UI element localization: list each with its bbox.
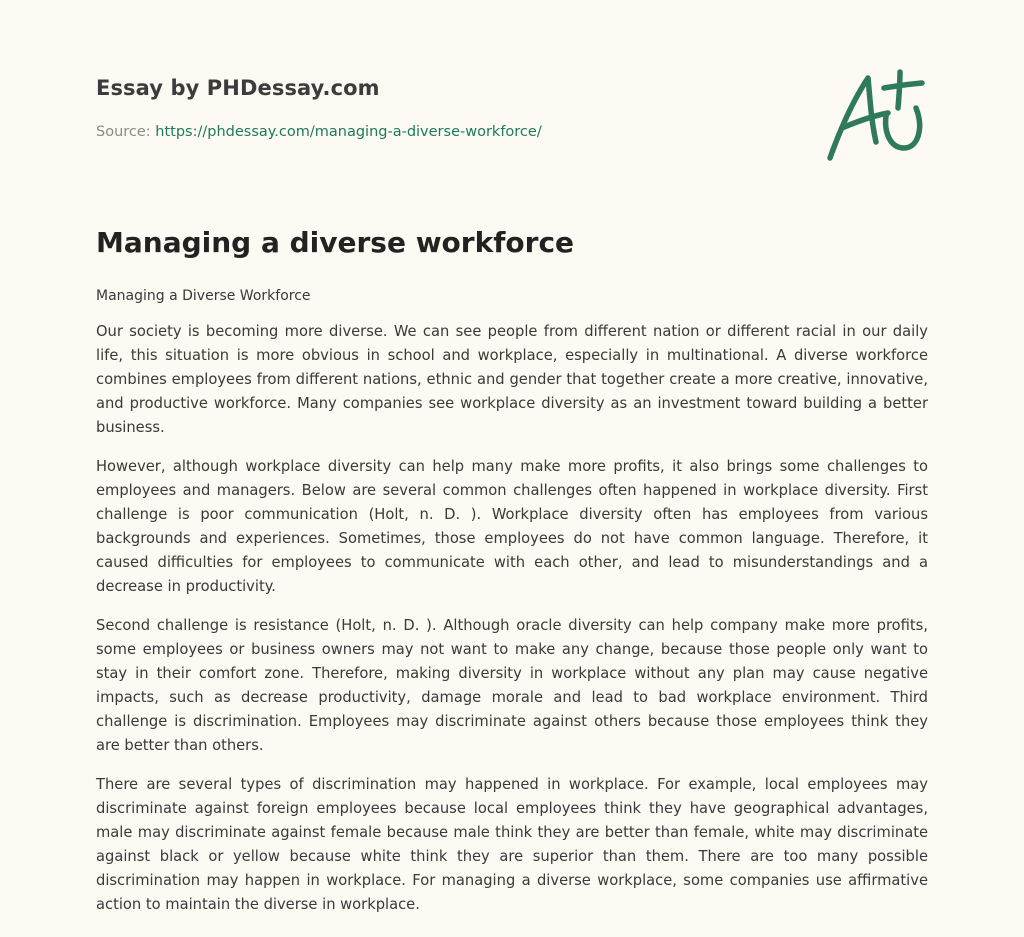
- source-line: [96, 124, 542, 140]
- essay-subtitle: Managing a Diverse Workforce: [96, 288, 311, 304]
- essay-paragraph: However, although workplace diversity can help many make more profits, it also brings some challenges to employees and managers. Below are several common challenges often happened in workplace diversity. First challenge is poor communication (Holt, n. D. ). Workplace diversity often has employees from various backgrounds and experiences. Sometimes, those employees do not have common language. Therefore, it caused difficulties for employees to communicate with each other, and lead to misunderstandings and a decrease in productivity.: [96, 458, 928, 595]
- essay-paragraph: Our society is becoming more diverse. We can see people from different nation or different racial in our daily life, this situation is more obvious in school and workplace, especially in multinational. A diverse workforce combines employees from different nations, ethnic and gender that together create a more creative, innovative, and productive workforce. Many companies see workplace diversity as an investment toward building a better business.: [96, 323, 928, 436]
- essay-body: [96, 320, 928, 932]
- site-brand: Essay by PHDessay.com: [96, 76, 380, 100]
- essay-paragraph: There are several types of discrimination may happened in workplace. For example, local employees may discriminate against foreign employees because local employees think they have geographical advantages, male may discriminate against female because male think they are better than female, white may discriminate against black or yellow because white think they are superior than them. There are too many possible discrimination may happen in workplace. For managing a diverse workplace, some companies use affirmative action to maintain the diverse in workplace.: [96, 776, 928, 913]
- a-plus-grade-icon: [826, 68, 926, 164]
- source-label: Source:: [96, 124, 151, 140]
- source-link[interactable]: https://phdessay.com/managing-a-diverse-workforce/: [155, 124, 542, 140]
- essay-paragraph: Second challenge is resistance (Holt, n. D. ). Although oracle diversity can help company make more profits, some employees or business owners may not want to make any change, because those people only want to stay in their comfort zone. Therefore, making diversity in workplace without any plan may cause negative impacts, such as decrease productivity, damage morale and lead to bad workplace environment. Third challenge is discrimination. Employees may discriminate against others because those employees think they are better than others.: [96, 617, 928, 754]
- essay-title: Managing a diverse workforce: [96, 226, 575, 259]
